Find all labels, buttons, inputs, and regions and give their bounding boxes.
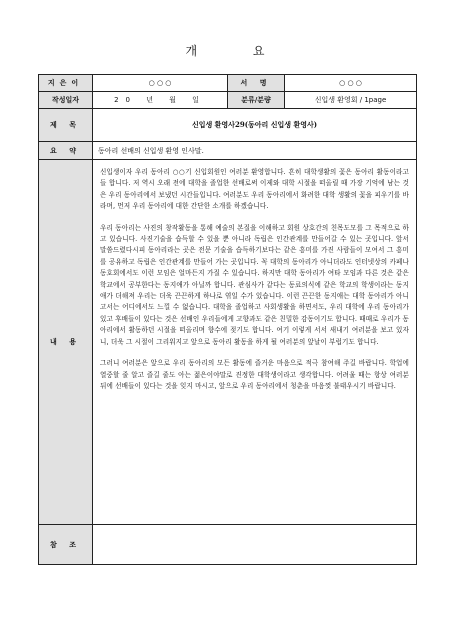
- subject-label: 제 목: [39, 109, 93, 142]
- summary-label: 요 약: [39, 142, 93, 160]
- summary-value: 동아리 선배의 신입생 환영 인사말.: [93, 142, 417, 160]
- summary-form-table: [38, 74, 417, 565]
- content-paragraph: 신입생이자 우리 동아리 ○○기 신입회원인 여러분 환영합니다. 흔히 대학생활의 꽃은 동아리 활동이라고들 합니다. 저 역시 오래 전에 대학을 졸업한 선배로써 이제와 대학 시절을 떠올릴 때 가장 기억에 남는 것은 우리 동아리에서 보냈던 시간들입니다. 여러분도 우리 동아리에서 화려한 대학 생활의 꽃을 피우기를 바라며, 먼저 우리 동아리에 대한 간단한 소개를 하겠습니다.: [100, 168, 409, 211]
- content-body: [93, 160, 417, 525]
- date-label: 작성일자: [39, 92, 93, 109]
- category-value: 신입생 환영회 / 1page: [285, 92, 417, 109]
- subject-value: 신입생 환영사29(동아리 신입생 환영사): [93, 109, 417, 142]
- content-label: 내 용: [39, 160, 93, 525]
- reference-value: [93, 525, 417, 565]
- reference-label: 참 조: [39, 525, 93, 565]
- date-value: 20 년 월 일: [93, 92, 228, 109]
- author-value: ○ ○ ○: [93, 75, 228, 92]
- signature-value: ○ ○ ○: [285, 75, 417, 92]
- document-title: 개 요: [185, 44, 291, 58]
- content-paragraph: 그러니 여러분은 앞으로 우리 동아리의 모든 활동에 즐거운 마음으로 적극 참여해 주길 바랍니다. 학업에 열중할 줄 알고 즐길 줄도 아는 젊은이야말로 진정한 대학생이라고 생각합니다. 어려울 때는 항상 여러분 뒤에 선배들이 있다는 것을 잊지 마시고, 앞으로 우리 동아리에서 청춘을 마음껏 불태우시기 바랍니다.: [100, 359, 409, 390]
- content-paragraph: 우리 동아리는 사진의 창작활동을 통해 예술의 본질을 이해하고 회원 상호간의 친목도모를 그 목적으로 하고 있습니다. 사진기술을 습득할 수 있을 뿐 아니라 독립은 인간관계를 만들어갈 수 있는 곳입니다. 앞서 말씀드렸다시피 동아리라는 곳은 전문 기술을 습득하기보다는 같은 흥미를 가진 사람들이 모여서 그 흥미를 공유하고 독립은 인간관계를 만들어 가는 곳입니다. 꼭 대학의 동아리가 아니더라도 인터넷상의 카페나 동호회에서도 이런 모임은 얼마든지 가질 수 있습니다. 하지만 대학 동아리가 여타 모임과 다른 것은 같은 학교에서 공부한다는 동지애가 아닐까 합니다. 관심사가 같다는 동료의식에 같은 학교의 학생이라는 동지애가 더해져 우리는 더욱 끈끈하게 하나로 엮일 수가 있습니다. 이런 끈끈한 동지애는 대학 동아리가 아니고서는 어디에서도 느낄 수 없습니다. 대학을 졸업하고 사회생활을 하면서도, 우리 대학에 우리 동아리가 있고 후배들이 있다는 것은 선배인 우리들에게 고향과도 같은 친밀한 감동이기도 합니다. 때때로 우리가 동아리에서 활동하던 시절을 떠올리며 향수에 젖기도 합니다. 여기 이렇게 서서 새내기 여러분을 보고 있자니, 더욱 그 시절이 그리워지고 앞으로 동아리 활동을 하게 될 여러분의 앞날이 부럽기도 합니다.: [100, 223, 409, 346]
- signature-label: 서 명: [228, 75, 285, 92]
- author-label: 지은이: [39, 75, 93, 92]
- category-label: 분류/분량: [228, 92, 285, 109]
